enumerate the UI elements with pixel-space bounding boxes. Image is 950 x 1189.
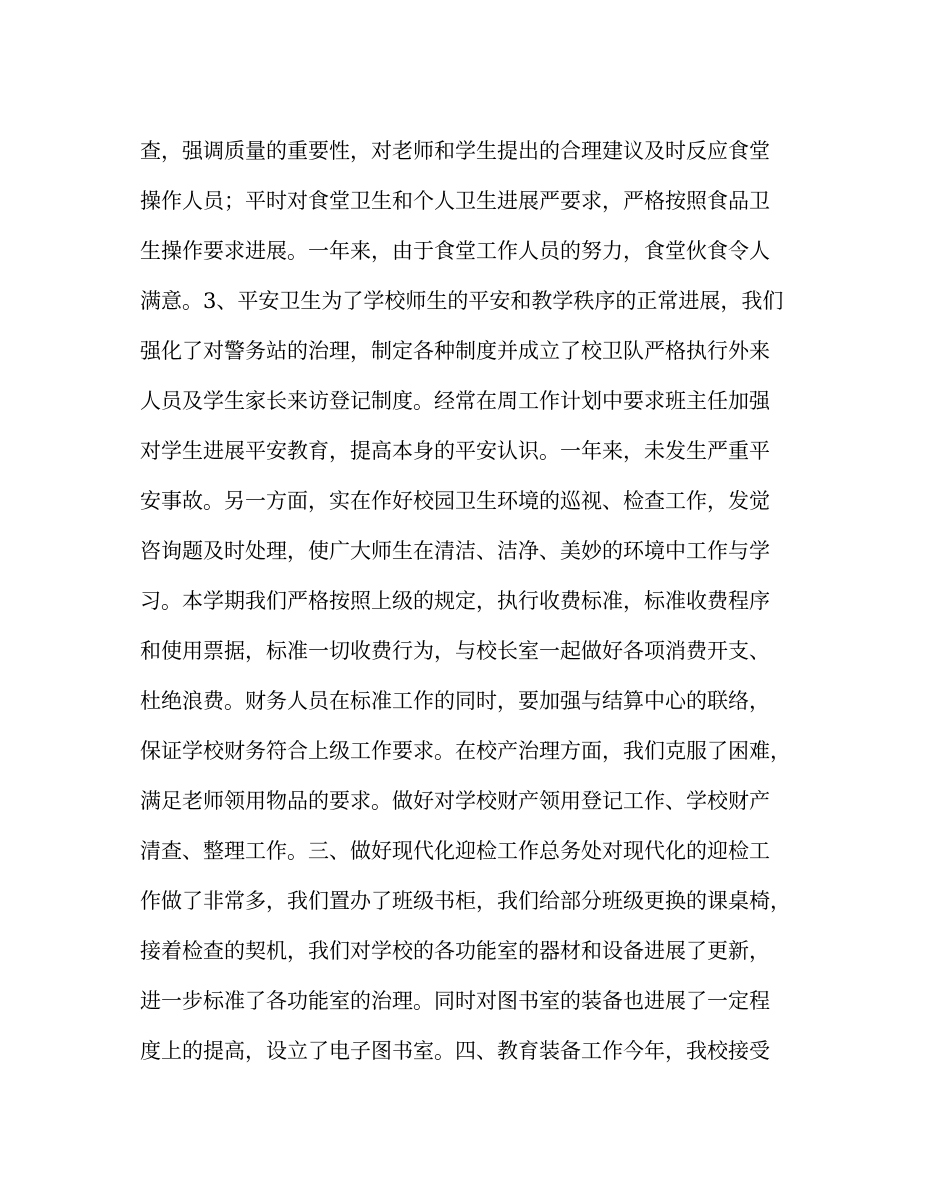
text-line: 进一步标准了各功能室的治理。同时对图书室的装备也进展了一定程 (140, 989, 770, 1013)
text-line: 安事故。另一方面，实在作好校园卫生环境的巡视、检查工作，发觉 (140, 489, 770, 513)
text-line: 操作人员；平时对食堂卫生和个人卫生进展严要求，严格按照食品卫 (140, 189, 770, 213)
text-line: 生操作要求进展。一年来，由于食堂工作人员的努力，食堂伙食令人 (140, 239, 770, 263)
text-line: 习。本学期我们严格按照上级的规定，执行收费标准，标准收费程序 (140, 589, 770, 613)
text-line: 杜绝浪费。财务人员在标准工作的同时，要加强与结算中心的联络， (140, 689, 770, 713)
text-line: 接着检查的契机，我们对学校的各功能室的器材和设备进展了更新， (140, 939, 770, 963)
text-line: 作做了非常多，我们置办了班级书柜，我们给部分班级更换的课桌椅， (140, 889, 791, 913)
text-line: 满足老师领用物品的要求。做好对学校财产领用登记工作、学校财产 (140, 789, 770, 813)
text-line: 查，强调质量的重要性，对老师和学生提出的合理建议及时反应食堂 (140, 139, 770, 163)
text-line: 强化了对警务站的治理，制定各种制度并成立了校卫队严格执行外来 (140, 339, 770, 363)
text-line: 咨询题及时处理，使广大师生在清洁、洁净、美妙的环境中工作与学 (140, 539, 770, 563)
text-line: 保证学校财务符合上级工作要求。在校产治理方面，我们克服了困难， (140, 739, 791, 763)
text-line: 人员及学生家长来访登记制度。经常在周工作计划中要求班主任加强 (140, 389, 770, 413)
text-line: 和使用票据，标准一切收费行为，与校长室一起做好各项消费开支、 (140, 639, 770, 663)
text-line: 满意。3、平安卫生为了学校师生的平安和教学秩序的正常进展，我们 (140, 289, 784, 313)
text-line: 清查、整理工作。三、做好现代化迎检工作总务处对现代化的迎检工 (140, 839, 770, 863)
text-line: 度上的提高，设立了电子图书室。四、教育装备工作今年，我校接受 (140, 1039, 770, 1063)
body-text (140, 126, 820, 1076)
text-line: 对学生进展平安教育，提高本身的平安认识。一年来，未发生严重平 (140, 439, 770, 463)
